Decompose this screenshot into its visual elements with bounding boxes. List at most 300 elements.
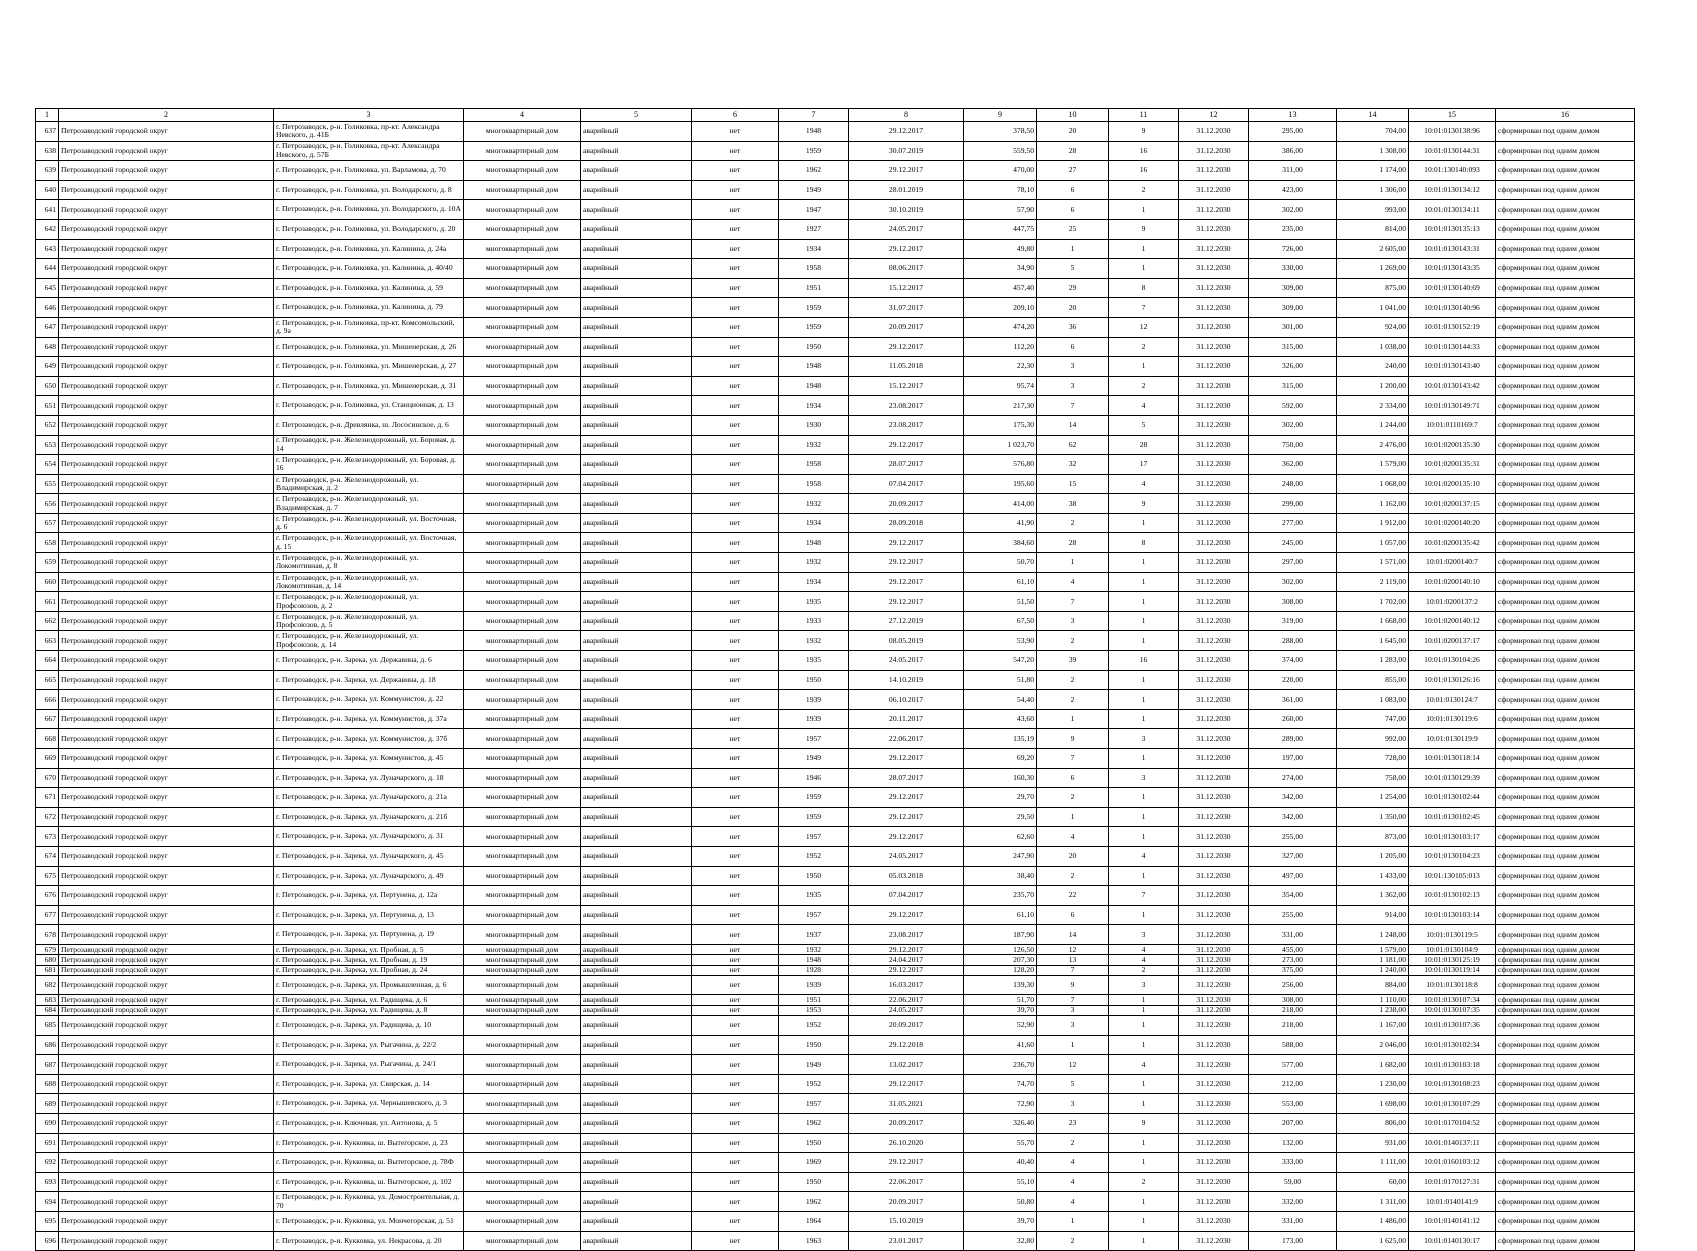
- table-cell: 646: [36, 298, 59, 318]
- table-cell: 28: [1037, 533, 1109, 553]
- table-cell: сформирован под одним домом: [1496, 200, 1635, 220]
- table-cell: 1 283,00: [1337, 651, 1409, 671]
- table-cell: нет: [692, 1094, 779, 1114]
- table-cell: 1 350,00: [1337, 807, 1409, 827]
- table-cell: 683: [36, 995, 59, 1005]
- table-cell: сформирован под одним домом: [1496, 141, 1635, 161]
- table-cell: многоквартирный дом: [464, 827, 581, 847]
- table-cell: 289,00: [1249, 729, 1337, 749]
- table-cell: 1: [1109, 690, 1179, 710]
- table-cell: многоквартирный дом: [464, 357, 581, 377]
- table-cell: сформирован под одним домом: [1496, 886, 1635, 906]
- table-cell: аварийный: [581, 749, 692, 769]
- table-cell: г. Петрозаводск, р-н. Зарека, ул. Радищева, д. 10: [274, 1016, 464, 1036]
- table-cell: 28: [1109, 435, 1179, 455]
- table-cell: нет: [692, 1192, 779, 1212]
- table-cell: 31.12.2030: [1179, 807, 1249, 827]
- table-cell: аварийный: [581, 180, 692, 200]
- table-cell: сформирован под одним домом: [1496, 474, 1635, 494]
- table-cell: 1957: [779, 827, 849, 847]
- table-cell: 25: [1037, 219, 1109, 239]
- table-cell: 2: [1037, 670, 1109, 690]
- table-cell: Петрозаводский городской округ: [59, 1231, 274, 1251]
- table-cell: г. Петрозаводск, р-н. Зарека, ул. Промышленная, д. 6: [274, 975, 464, 995]
- table-cell: 2: [1037, 631, 1109, 651]
- table-cell: 4: [1109, 396, 1179, 416]
- table-cell: сформирован под одним домом: [1496, 944, 1635, 954]
- table-cell: 1 645,00: [1337, 631, 1409, 651]
- table-cell: 22.06.2017: [849, 1172, 964, 1192]
- table-cell: Петрозаводский городской округ: [59, 925, 274, 945]
- table-cell: сформирован под одним домом: [1496, 846, 1635, 866]
- table-cell: 547,20: [964, 651, 1037, 671]
- table-cell: многоквартирный дом: [464, 141, 581, 161]
- table-cell: сформирован под одним домом: [1496, 219, 1635, 239]
- table-cell: 10:01:0130140:96: [1409, 298, 1496, 318]
- table-row: [36, 670, 1635, 690]
- table-cell: нет: [692, 1016, 779, 1036]
- table-cell: 1: [1109, 827, 1179, 847]
- table-cell: 10:01:0130104:26: [1409, 651, 1496, 671]
- table-cell: нет: [692, 827, 779, 847]
- table-cell: 69,20: [964, 749, 1037, 769]
- table-cell: сформирован под одним домом: [1496, 1035, 1635, 1055]
- table-cell: 6: [1037, 905, 1109, 925]
- table-cell: 20.09.2017: [849, 317, 964, 337]
- table-cell: 670: [36, 768, 59, 788]
- table-cell: 1 486,00: [1337, 1211, 1409, 1231]
- table-cell: 10:01:0130107:36: [1409, 1016, 1496, 1036]
- table-row: [36, 396, 1635, 416]
- table-cell: Петрозаводский городской округ: [59, 1133, 274, 1153]
- table-cell: 1: [1109, 807, 1179, 827]
- table-cell: 139,30: [964, 975, 1037, 995]
- table-cell: сформирован под одним домом: [1496, 1016, 1635, 1036]
- table-cell: 30.10.2019: [849, 200, 964, 220]
- table-cell: 207,00: [1249, 1113, 1337, 1133]
- table-cell: 1951: [779, 995, 849, 1005]
- table-cell: 2: [1037, 866, 1109, 886]
- table-cell: 7: [1109, 298, 1179, 318]
- column-header: 14: [1337, 109, 1409, 122]
- table-cell: г. Петрозаводск, р-н. Зарека, ул. Рыгачина, д. 22/2: [274, 1035, 464, 1055]
- table-cell: нет: [692, 1231, 779, 1251]
- table-cell: г. Петрозаводск, р-н. Кукковка, ш. Вытегорское, д. 102: [274, 1172, 464, 1192]
- table-cell: 1: [1109, 553, 1179, 573]
- table-cell: 2 476,00: [1337, 435, 1409, 455]
- table-cell: 50,80: [964, 1192, 1037, 1212]
- table-cell: 1932: [779, 631, 849, 651]
- table-cell: 1 162,00: [1337, 494, 1409, 514]
- table-row: [36, 533, 1635, 553]
- table-cell: 1: [1109, 749, 1179, 769]
- table-cell: аварийный: [581, 975, 692, 995]
- table-cell: 24.05.2017: [849, 219, 964, 239]
- table-cell: 1952: [779, 1074, 849, 1094]
- table-cell: г. Петрозаводск, р-н. Зарека, ул. Державина, д. 18: [274, 670, 464, 690]
- table-cell: 672: [36, 807, 59, 827]
- table-cell: 315,00: [1249, 337, 1337, 357]
- table-cell: 24.05.2017: [849, 651, 964, 671]
- table-cell: многоквартирный дом: [464, 1016, 581, 1036]
- table-cell: 29.12.2017: [849, 1153, 964, 1173]
- table-cell: 1: [1109, 572, 1179, 592]
- table-cell: 31.12.2030: [1179, 651, 1249, 671]
- table-cell: многоквартирный дом: [464, 435, 581, 455]
- table-cell: 497,00: [1249, 866, 1337, 886]
- table-cell: 31.12.2030: [1179, 553, 1249, 573]
- table-cell: аварийный: [581, 788, 692, 808]
- table-cell: сформирован под одним домом: [1496, 180, 1635, 200]
- table-cell: Петрозаводский городской округ: [59, 1113, 274, 1133]
- table-cell: аварийный: [581, 1016, 692, 1036]
- table-cell: 24.05.2017: [849, 846, 964, 866]
- table-cell: Петрозаводский городской округ: [59, 1192, 274, 1212]
- table-cell: 31.12.2030: [1179, 1074, 1249, 1094]
- table-cell: аварийный: [581, 955, 692, 965]
- table-cell: г. Петрозаводск, р-н. Зарека, ул. Рыгачина, д. 24/1: [274, 1055, 464, 1075]
- table-cell: 3: [1109, 729, 1179, 749]
- table-cell: 53,90: [964, 631, 1037, 651]
- table-cell: г. Петрозаводск, р-н. Кукковка, ул. Домостроительная, д. 70: [274, 1192, 464, 1212]
- table-row: [36, 513, 1635, 533]
- table-cell: 10:01:0160103:12: [1409, 1153, 1496, 1173]
- table-cell: сформирован под одним домом: [1496, 827, 1635, 847]
- table-cell: сформирован под одним домом: [1496, 905, 1635, 925]
- table-cell: 2: [1037, 1231, 1109, 1251]
- table-cell: 41,60: [964, 1035, 1037, 1055]
- table-cell: 299,00: [1249, 494, 1337, 514]
- table-row: [36, 1055, 1635, 1075]
- table-cell: 7: [1037, 749, 1109, 769]
- table-cell: 750,00: [1249, 435, 1337, 455]
- table-cell: 31.12.2030: [1179, 200, 1249, 220]
- table-cell: Петрозаводский городской округ: [59, 807, 274, 827]
- table-cell: Петрозаводский городской округ: [59, 846, 274, 866]
- table-cell: 1: [1037, 239, 1109, 259]
- table-cell: 61,10: [964, 572, 1037, 592]
- table-cell: аварийный: [581, 494, 692, 514]
- table-cell: аварийный: [581, 651, 692, 671]
- table-cell: 10:01:0130104:9: [1409, 944, 1496, 954]
- table-cell: 309,00: [1249, 278, 1337, 298]
- table-row: [36, 592, 1635, 612]
- table-cell: 10:01:0130138:96: [1409, 122, 1496, 142]
- table-cell: 27.12.2019: [849, 611, 964, 631]
- table-cell: аварийный: [581, 965, 692, 975]
- table-cell: аварийный: [581, 122, 692, 142]
- table-cell: 10:01:0130104:23: [1409, 846, 1496, 866]
- table-cell: 31.12.2030: [1179, 513, 1249, 533]
- table-cell: сформирован под одним домом: [1496, 975, 1635, 995]
- table-cell: 1: [1109, 1133, 1179, 1153]
- table-cell: аварийный: [581, 259, 692, 279]
- table-cell: 814,00: [1337, 219, 1409, 239]
- table-cell: многоквартирный дом: [464, 670, 581, 690]
- table-cell: 31.12.2030: [1179, 1016, 1249, 1036]
- table-cell: аварийный: [581, 396, 692, 416]
- table-cell: 1: [1109, 866, 1179, 886]
- table-cell: 6: [1037, 768, 1109, 788]
- table-cell: 31.12.2030: [1179, 1035, 1249, 1055]
- column-header: 12: [1179, 109, 1249, 122]
- table-cell: многоквартирный дом: [464, 611, 581, 631]
- table-cell: Петрозаводский городской округ: [59, 298, 274, 318]
- table-cell: 10:01:130140:093: [1409, 161, 1496, 181]
- table-cell: аварийный: [581, 846, 692, 866]
- table-cell: 1: [1109, 631, 1179, 651]
- table-cell: 1934: [779, 239, 849, 259]
- table-cell: 10:01:0130134:11: [1409, 200, 1496, 220]
- table-cell: 218,00: [1249, 1005, 1337, 1015]
- table-cell: 173,00: [1249, 1231, 1337, 1251]
- table-cell: 10:01:0140141:12: [1409, 1211, 1496, 1231]
- table-cell: 677: [36, 905, 59, 925]
- table-cell: Петрозаводский городской округ: [59, 122, 274, 142]
- table-row: [36, 141, 1635, 161]
- table-cell: сформирован под одним домом: [1496, 592, 1635, 612]
- table-cell: 13.02.2017: [849, 1055, 964, 1075]
- table-cell: нет: [692, 533, 779, 553]
- table-cell: Петрозаводский городской округ: [59, 200, 274, 220]
- table-cell: 1 200,00: [1337, 376, 1409, 396]
- table-cell: аварийный: [581, 807, 692, 827]
- table-cell: 34,90: [964, 259, 1037, 279]
- table-cell: аварийный: [581, 278, 692, 298]
- table-cell: г. Петрозаводск, р-н. Зарека, ул. Луначарского, д. 49: [274, 866, 464, 886]
- table-cell: 29.12.2017: [849, 161, 964, 181]
- table-cell: 704,00: [1337, 122, 1409, 142]
- table-cell: 666: [36, 690, 59, 710]
- table-cell: 31.12.2030: [1179, 376, 1249, 396]
- table-cell: 31.12.2030: [1179, 788, 1249, 808]
- table-cell: 1 702,00: [1337, 592, 1409, 612]
- table-cell: сформирован под одним домом: [1496, 670, 1635, 690]
- table-cell: Петрозаводский городской округ: [59, 239, 274, 259]
- table-cell: 1935: [779, 592, 849, 612]
- table-cell: нет: [692, 396, 779, 416]
- table-cell: 423,00: [1249, 180, 1337, 200]
- table-cell: 1957: [779, 729, 849, 749]
- table-cell: г. Петрозаводск, р-н. Железнодорожный, ул. Владимирская, д. 2: [274, 474, 464, 494]
- table-cell: многоквартирный дом: [464, 1035, 581, 1055]
- table-cell: 1939: [779, 690, 849, 710]
- table-cell: 29,50: [964, 807, 1037, 827]
- table-cell: 273,00: [1249, 955, 1337, 965]
- table-cell: 1959: [779, 141, 849, 161]
- table-cell: 1948: [779, 376, 849, 396]
- table-cell: 31.12.2030: [1179, 259, 1249, 279]
- housing-registry-table: [35, 108, 1635, 1251]
- table-cell: многоквартирный дом: [464, 337, 581, 357]
- table-cell: нет: [692, 161, 779, 181]
- table-cell: 668: [36, 729, 59, 749]
- table-cell: 1951: [779, 278, 849, 298]
- table-cell: 654: [36, 455, 59, 475]
- table-cell: 681: [36, 965, 59, 975]
- table-row: [36, 944, 1635, 954]
- table-cell: нет: [692, 298, 779, 318]
- table-cell: 924,00: [1337, 317, 1409, 337]
- table-cell: 29: [1037, 278, 1109, 298]
- table-row: [36, 435, 1635, 455]
- table-cell: 15.10.2019: [849, 1211, 964, 1231]
- table-cell: 1 083,00: [1337, 690, 1409, 710]
- table-cell: 247,90: [964, 846, 1037, 866]
- table-cell: нет: [692, 592, 779, 612]
- table-cell: 16.03.2017: [849, 975, 964, 995]
- table-cell: 1: [1109, 239, 1179, 259]
- table-cell: 875,00: [1337, 278, 1409, 298]
- table-cell: г. Петрозаводск, р-н. Зарека, ул. Луначарского, д. 18: [274, 768, 464, 788]
- table-cell: 1 579,00: [1337, 455, 1409, 475]
- table-cell: 4: [1037, 1192, 1109, 1212]
- table-cell: 687: [36, 1055, 59, 1075]
- table-cell: 29.12.2017: [849, 533, 964, 553]
- table-cell: Петрозаводский городской округ: [59, 670, 274, 690]
- table-cell: аварийный: [581, 1231, 692, 1251]
- table-cell: 675: [36, 866, 59, 886]
- table-cell: 651: [36, 396, 59, 416]
- table-cell: 31.12.2030: [1179, 357, 1249, 377]
- table-cell: 4: [1109, 846, 1179, 866]
- table-row: [36, 1035, 1635, 1055]
- table-cell: 9: [1109, 1113, 1179, 1133]
- table-cell: 10:01:0130143:31: [1409, 239, 1496, 259]
- table-row: [36, 995, 1635, 1005]
- table-cell: 10:01:0130126:16: [1409, 670, 1496, 690]
- table-cell: г. Петрозаводск, р-н. Зарека, ул. Пробная, д. 24: [274, 965, 464, 975]
- table-cell: 31.12.2030: [1179, 337, 1249, 357]
- table-cell: сформирован под одним домом: [1496, 298, 1635, 318]
- table-cell: 10:01:0130103:17: [1409, 827, 1496, 847]
- table-cell: 31.12.2030: [1179, 1094, 1249, 1114]
- table-cell: нет: [692, 846, 779, 866]
- table-cell: аварийный: [581, 709, 692, 729]
- table-row: [36, 376, 1635, 396]
- table-cell: 1959: [779, 807, 849, 827]
- table-cell: 637: [36, 122, 59, 142]
- table-cell: 26.10.2020: [849, 1133, 964, 1153]
- table-cell: аварийный: [581, 435, 692, 455]
- table-cell: нет: [692, 141, 779, 161]
- table-cell: аварийный: [581, 592, 692, 612]
- table-cell: 331,00: [1249, 925, 1337, 945]
- table-cell: аварийный: [581, 1133, 692, 1153]
- table-cell: 4: [1109, 955, 1179, 965]
- table-cell: многоквартирный дом: [464, 709, 581, 729]
- table-cell: 23.08.2017: [849, 925, 964, 945]
- table-cell: 23.08.2017: [849, 415, 964, 435]
- table-cell: 31.12.2030: [1179, 995, 1249, 1005]
- table-cell: 195,60: [964, 474, 1037, 494]
- table-cell: сформирован под одним домом: [1496, 1153, 1635, 1173]
- table-cell: 72,90: [964, 1094, 1037, 1114]
- table-cell: 1939: [779, 975, 849, 995]
- column-header: 3: [274, 109, 464, 122]
- table-cell: 992,00: [1337, 729, 1409, 749]
- table-cell: 931,00: [1337, 1133, 1409, 1153]
- table-cell: 39: [1037, 651, 1109, 671]
- table-cell: 1 167,00: [1337, 1016, 1409, 1036]
- table-cell: аварийный: [581, 905, 692, 925]
- table-cell: г. Петрозаводск, р-н. Железнодорожный, ул. Профсоюзов, д. 14: [274, 631, 464, 651]
- table-cell: 22,30: [964, 357, 1037, 377]
- table-cell: 10:01:0200137:15: [1409, 494, 1496, 514]
- table-cell: 639: [36, 161, 59, 181]
- table-cell: сформирован под одним домом: [1496, 278, 1635, 298]
- table-cell: Петрозаводский городской округ: [59, 709, 274, 729]
- table-cell: 470,00: [964, 161, 1037, 181]
- table-cell: аварийный: [581, 415, 692, 435]
- table-cell: аварийный: [581, 670, 692, 690]
- table-cell: 1950: [779, 670, 849, 690]
- table-cell: 217,30: [964, 396, 1037, 416]
- table-cell: многоквартирный дом: [464, 298, 581, 318]
- table-cell: 1: [1109, 788, 1179, 808]
- table-cell: Петрозаводский городской округ: [59, 1005, 274, 1015]
- table-cell: сформирован под одним домом: [1496, 1211, 1635, 1231]
- table-cell: 641: [36, 200, 59, 220]
- table-cell: 220,00: [1249, 670, 1337, 690]
- table-cell: 38: [1037, 494, 1109, 514]
- table-cell: 10:01:0130140:69: [1409, 278, 1496, 298]
- table-cell: Петрозаводский городской округ: [59, 1094, 274, 1114]
- table-cell: аварийный: [581, 886, 692, 906]
- table-cell: 41,90: [964, 513, 1037, 533]
- table-cell: 1: [1037, 1211, 1109, 1231]
- table-cell: 28.07.2017: [849, 768, 964, 788]
- table-cell: 3: [1037, 1016, 1109, 1036]
- table-cell: 1939: [779, 709, 849, 729]
- table-cell: 1950: [779, 1172, 849, 1192]
- table-row: [36, 749, 1635, 769]
- table-cell: 1949: [779, 1055, 849, 1075]
- table-cell: 378,50: [964, 122, 1037, 142]
- table-cell: г. Петрозаводск, р-н. Железнодорожный, ул. Боровая, д. 14: [274, 435, 464, 455]
- table-cell: 361,00: [1249, 690, 1337, 710]
- table-cell: 29.12.2017: [849, 553, 964, 573]
- table-cell: 29.12.2017: [849, 122, 964, 142]
- table-cell: нет: [692, 866, 779, 886]
- table-cell: многоквартирный дом: [464, 1113, 581, 1133]
- table-cell: 319,00: [1249, 611, 1337, 631]
- table-cell: 31.12.2030: [1179, 965, 1249, 975]
- table-cell: 67,50: [964, 611, 1037, 631]
- table-cell: г. Петрозаводск, р-н. Железнодорожный, ул. Локомотивная, д. 14: [274, 572, 464, 592]
- table-cell: 55,10: [964, 1172, 1037, 1192]
- table-cell: 1934: [779, 396, 849, 416]
- table-cell: аварийный: [581, 768, 692, 788]
- table-cell: г. Петрозаводск, р-н. Голиковка, ул. Мишенерская, д. 26: [274, 337, 464, 357]
- table-cell: 1: [1109, 1211, 1179, 1231]
- table-cell: 10:01:0130143:42: [1409, 376, 1496, 396]
- table-cell: Петрозаводский городской округ: [59, 396, 274, 416]
- table-cell: 308,00: [1249, 592, 1337, 612]
- table-cell: 8: [1109, 533, 1179, 553]
- table-cell: 1: [1037, 1035, 1109, 1055]
- table-cell: г. Петрозаводск, р-н. Голиковка, ул. Мишенерская, д. 31: [274, 376, 464, 396]
- table-cell: 10:01:0130102:34: [1409, 1035, 1496, 1055]
- table-row: [36, 1016, 1635, 1036]
- table-cell: 1 110,00: [1337, 995, 1409, 1005]
- table-cell: 15: [1037, 474, 1109, 494]
- table-cell: Петрозаводский городской округ: [59, 513, 274, 533]
- table-cell: Петрозаводский городской округ: [59, 259, 274, 279]
- table-cell: г. Петрозаводск, р-н. Железнодорожный, ул. Профсоюзов, д. 2: [274, 592, 464, 612]
- table-cell: Петрозаводский городской округ: [59, 455, 274, 475]
- table-cell: многоквартирный дом: [464, 768, 581, 788]
